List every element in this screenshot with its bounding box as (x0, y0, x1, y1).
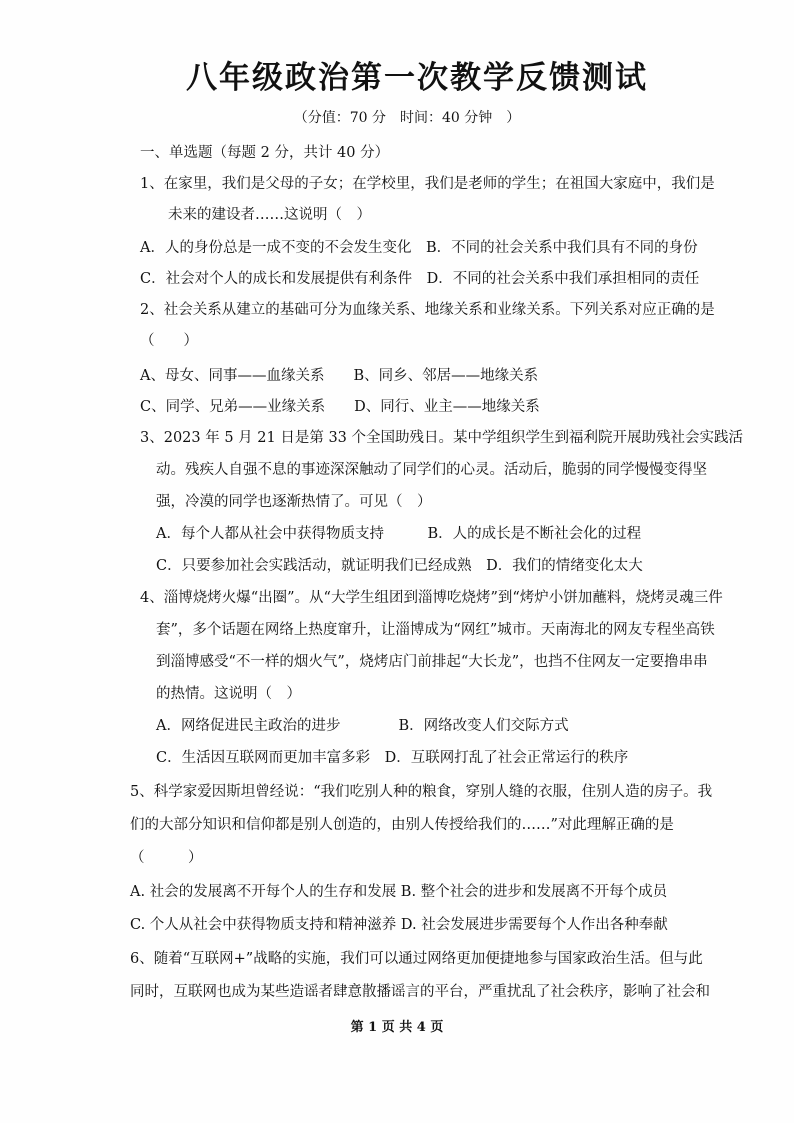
question-3-option-line-1: A．每个人都从社会中获得物质支持 B．人的成长是不断社会化的过程 (156, 526, 642, 542)
question-3-option-line-2: C．只要参加社会实践活动，就证明我们已经成熟 D．我们的情绪变化太大 (156, 558, 643, 574)
question-4-stem-line-3: 到淄博感受“不一样的烟火气”，烧烤店门前排起“大长龙”，也挡不住网友一定要撸串串 (156, 654, 708, 670)
question-6-stem-line-1: 6、随着“互联网+”战略的实施，我们可以通过网络更加便捷地参与国家政治生活。但与此 (130, 951, 703, 967)
question-2-option-line-1: A、母女、同事——血缘关系 B、同乡、邻居——地缘关系 (140, 368, 539, 384)
question-2-stem-line-2: （ ） (140, 333, 198, 349)
question-2-option-line-2: C、同学、兄弟——业缘关系 D、同行、业主——地缘关系 (140, 399, 540, 415)
question-5-stem-line-2: 们的大部分知识和信仰都是别人创造的，由别人传授给我们的……”对此理解正确的是 (130, 817, 674, 833)
question-4-stem-line-2: 套”，多个话题在网络上热度窜升，让淄博成为“网红”城市。天南海北的网友专程坐高铁 (156, 622, 715, 638)
question-5-stem-line-1: 5、科学家爱因斯坦曾经说：“我们吃别人种的粮食，穿别人缝的衣服，住别人造的房子。我 (130, 784, 713, 800)
page-number: 第 1 页 共 4 页 (350, 1020, 444, 1035)
question-5-stem-line-3: （ ） (130, 850, 203, 866)
question-5-option-line-2: C. 个人从社会中获得物质支持和精神滋养 D. 社会发展进步需要每个人作出各种奉献 (130, 917, 668, 933)
question-1-option-line-2: C．社会对个人的成长和发展提供有利条件 D．不同的社会关系中我们承担相同的责任 (140, 271, 700, 287)
question-6-stem-line-2: 同时，互联网也成为某些造谣者肆意散播谣言的平台，严重扰乱了社会秩序，影响了社会和 (130, 984, 710, 1000)
question-1-stem-line-1: 1、在家里，我们是父母的子女；在学校里，我们是老师的学生；在祖国大家庭中，我们是 (140, 176, 715, 192)
score-time-info: （分值：70 分 时间：40 分钟 ） (293, 110, 521, 126)
question-1-stem-line-2: 未来的建设者……这说明（ ） (168, 207, 371, 223)
question-4-stem-line-1: 4、淄博烧烤火爆“出圈”。从“大学生组团到淄博吃烧烤”到“烤炉小饼加蘸料，烧烤灵魂三件 (140, 590, 723, 606)
question-2-stem-line-1: 2、社会关系从建立的基础可分为血缘关系、地缘关系和业缘关系。下列关系对应正确的是 (140, 302, 715, 318)
question-3-stem-line-2: 动。残疾人自强不息的事迹深深触动了同学们的心灵。活动后，脆弱的同学慢慢变得坚 (156, 462, 707, 478)
question-5-option-line-1: A. 社会的发展离不开每个人的生存和发展 B. 整个社会的进步和发展离不开每个成员 (130, 884, 668, 900)
question-4-stem-line-4: 的热情。这说明（ ） (156, 686, 301, 702)
question-4-option-line-1: A．网络促进民主政治的进步 B．网络改变人们交际方式 (156, 718, 569, 734)
question-3-stem-line-1: 3、2023 年 5 月 21 日是第 33 个全国助残日。某中学组织学生到福利院开展助残社会实践活 (140, 430, 744, 446)
question-3-stem-line-3: 强，冷漠的同学也逐渐热情了。可见（ ） (156, 494, 432, 510)
section-heading: 一、单选题（每题 2 分，共计 40 分） (140, 145, 390, 161)
question-1-option-line-1: A．人的身份总是一成不变的不会发生变化 B．不同的社会关系中我们具有不同的身份 (140, 240, 698, 256)
question-4-option-line-2: C．生活因互联网而更加丰富多彩 D．互联网打乱了社会正常运行的秩序 (156, 750, 629, 766)
page-title: 八年级政治第一次教学反馈测试 (186, 60, 648, 96)
